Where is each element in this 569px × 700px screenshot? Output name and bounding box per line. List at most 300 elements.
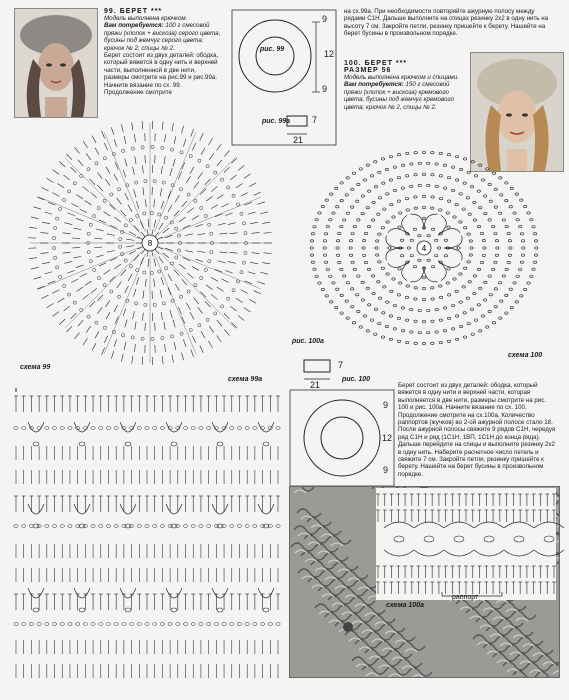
stitch-chain (110, 193, 113, 196)
chain-loop (22, 427, 26, 430)
chain-loop (378, 171, 381, 173)
chain-loop (513, 282, 516, 284)
chain-loop (378, 233, 381, 235)
stitch-chain (161, 146, 164, 149)
chain-loop (336, 240, 339, 242)
chain-loop (349, 247, 352, 249)
stitch-post (192, 336, 195, 343)
stitch-post (181, 126, 183, 134)
chain-loop (405, 197, 408, 199)
chain-loop (463, 227, 466, 229)
radial-guide (65, 251, 141, 327)
chain-loop (418, 235, 421, 237)
chain-loop (444, 255, 447, 257)
chain-loop (534, 254, 537, 256)
stitch-chain (221, 305, 224, 308)
chain-loop (60, 623, 64, 626)
chain-loop (372, 292, 375, 294)
chain-loop (377, 213, 380, 215)
stitch-chain (204, 268, 207, 271)
chain-loop (342, 219, 345, 221)
chain-loop (455, 338, 458, 340)
stitch-post (41, 187, 48, 191)
chain-loop (326, 225, 329, 227)
stitch-post (206, 285, 212, 290)
chain-loop (345, 194, 348, 196)
stitch-post (121, 354, 123, 362)
pattern-99-continuation: на сх.99а. При необходимости повторяйте ажурную полосу между рядами С1Н. Дальше выполните на спицах резинку 2х2 в одну нить на высоту 7 см. Закройте петли, резинку пришейте к берету. Нашейте на берет бусины в произвольном порядке. (344, 8, 549, 38)
chain-loop (459, 193, 462, 195)
chain-loop (447, 226, 450, 228)
stitch-post (135, 322, 136, 330)
chain-loop (437, 247, 440, 249)
chain-loop (527, 282, 530, 284)
stitch-post (163, 253, 169, 258)
stitch-post (90, 301, 95, 307)
chain-loop (214, 525, 218, 528)
stitch-post (159, 223, 163, 230)
chain-loop (482, 254, 485, 256)
chain-loop (431, 228, 434, 230)
chain-loop (532, 226, 535, 228)
chain-loop (237, 623, 241, 626)
chain-loop (484, 281, 487, 283)
chain-loop (350, 206, 353, 208)
chain-loop (515, 193, 518, 195)
arch (166, 588, 182, 598)
stitch-post (70, 167, 76, 173)
stitch-post (164, 322, 165, 330)
dim-99-band-height: 7 (312, 115, 318, 125)
chain-loop (398, 226, 401, 228)
stitch-post (215, 214, 222, 217)
chain-loop (435, 239, 438, 241)
chain-loop (362, 254, 365, 256)
stitch-post (264, 253, 272, 254)
stitch-post (63, 233, 71, 234)
chain-loop (68, 525, 72, 528)
chain-loop (414, 298, 417, 300)
stitch-post (224, 313, 230, 319)
stitch-post (85, 200, 92, 204)
stitch-chain (153, 180, 156, 183)
stitch-post (262, 222, 270, 223)
stitch-chain (162, 302, 165, 305)
chain-loop (370, 175, 373, 177)
stitch-post (40, 253, 48, 254)
stitch-post (217, 320, 222, 326)
chain-loop (276, 525, 280, 528)
stitch-chain (131, 336, 134, 339)
chain-loop (510, 306, 513, 308)
dim-100-band-width: 21 (310, 380, 321, 390)
chain-loop (91, 427, 95, 430)
stitch-post (44, 272, 52, 274)
stitch-chain (187, 193, 190, 196)
motif-loop (263, 442, 269, 446)
stitch-chain (124, 259, 127, 262)
stitch-chain (227, 297, 230, 300)
chain-loop (389, 155, 392, 157)
stitch-post (154, 259, 156, 267)
chain-loop (407, 247, 410, 249)
stitch-chain (177, 249, 180, 252)
chain-loop (505, 225, 508, 227)
pattern-100-subtitle: Модель выполнена крючком и спицами. (344, 74, 459, 81)
radial-guide (158, 251, 234, 327)
stitch-post (165, 235, 173, 238)
stitch-post (192, 143, 195, 150)
arch (212, 422, 228, 432)
stitch-post (154, 279, 155, 287)
chain-loop (363, 315, 366, 317)
stitch-post (57, 298, 64, 302)
chain-loop (361, 195, 364, 197)
arch (212, 588, 228, 598)
chain-loop (260, 525, 264, 528)
chain-loop (310, 247, 313, 249)
stitch-chain (103, 284, 106, 287)
stitch-post (211, 277, 218, 281)
chain-loop (520, 295, 523, 297)
chain-loop (318, 212, 321, 214)
chain-loop (340, 225, 343, 227)
stitch-post (114, 217, 120, 222)
chain-loop (183, 525, 187, 528)
chain-loop (453, 216, 456, 218)
chain-loop (439, 175, 442, 177)
chain-loop (385, 168, 388, 170)
chain-loop (431, 207, 434, 209)
stitch-post (133, 311, 135, 319)
chain-loop (377, 281, 380, 283)
chain-loop (334, 187, 337, 189)
chain-loop (351, 305, 354, 307)
stitch-post (238, 165, 244, 170)
chain-loop (484, 212, 487, 214)
pattern-100-size-label: РАЗМЕР (344, 67, 379, 74)
chain-loop (479, 207, 482, 209)
chain-loop (422, 320, 425, 322)
stitch-post (217, 336, 222, 342)
chain-loop (405, 175, 408, 177)
chain-loop (471, 161, 474, 163)
stitch-post (174, 270, 179, 276)
chain-loop (332, 282, 335, 284)
dim-100-band-height: 7 (338, 360, 344, 370)
chain-loop (496, 247, 499, 249)
stitch-post (125, 193, 129, 200)
chain-loop (414, 151, 417, 153)
chain-loop (366, 330, 369, 332)
stitch-chain (244, 232, 247, 235)
stitch-post (221, 279, 228, 283)
stitch-chain (73, 182, 76, 185)
motif-loop (79, 608, 85, 612)
chain-loop (310, 254, 313, 256)
chain-loop (455, 155, 458, 157)
chain-loop (60, 427, 64, 430)
chain-loop (401, 164, 404, 166)
arch (212, 504, 228, 514)
motif-loop (171, 524, 177, 528)
stitch-chain (194, 199, 197, 202)
stitch-post (164, 156, 165, 164)
stitch-chain (179, 188, 182, 191)
stitch-chain (131, 147, 134, 150)
stitch-post (83, 186, 89, 191)
stitch-post (228, 261, 236, 263)
chain-loop (507, 261, 510, 263)
stitch-chain (161, 337, 164, 340)
chain-loop (14, 427, 18, 430)
stitch-post (244, 308, 251, 313)
chain-loop (455, 179, 458, 181)
chain-loop (22, 623, 26, 626)
chain-loop (45, 623, 49, 626)
chain-loop (410, 239, 413, 241)
chain-loop (488, 310, 491, 312)
chain-loop (500, 194, 503, 196)
chain-loop (459, 221, 462, 223)
stitch-post (124, 342, 126, 350)
stitch-post (125, 320, 127, 328)
rapport-label: раппорт (452, 594, 479, 601)
dim-99-top: 9 (322, 14, 328, 24)
stitch-post (132, 122, 133, 130)
chain-loop (323, 254, 326, 256)
chain-loop (137, 525, 141, 528)
chain-loop (474, 319, 477, 321)
arch (120, 588, 136, 598)
stitch-post (42, 262, 50, 264)
stitch-chain (93, 268, 96, 271)
chain-loop (486, 168, 489, 170)
chain-loop (447, 294, 450, 296)
chain-loop (260, 623, 264, 626)
stitch-post (76, 287, 83, 291)
chain-loop (513, 212, 516, 214)
stitch-post (154, 220, 156, 228)
stitch-post (110, 276, 116, 282)
stitch-chain (162, 181, 165, 184)
stitch-chain (214, 312, 217, 315)
chain-loop (492, 322, 495, 324)
chain-loop (245, 525, 249, 528)
chain-loop (439, 341, 442, 343)
chain-loop (351, 188, 354, 190)
chain-loop (483, 195, 486, 197)
chain-loop (381, 227, 384, 229)
stitch-chain (73, 301, 76, 304)
stitch-post (92, 136, 96, 143)
petal (410, 214, 424, 230)
chain-loop (439, 197, 442, 199)
stitch-chain (141, 146, 144, 149)
petal (386, 248, 404, 260)
chain-loop (361, 299, 364, 301)
chain-loop (455, 203, 458, 205)
chain-loop (463, 158, 466, 160)
chain-loop (510, 187, 513, 189)
chain-loop (359, 168, 362, 170)
stitch-post (168, 274, 172, 281)
chain-loop (523, 288, 526, 290)
stitch-post (148, 219, 149, 227)
bead (343, 622, 353, 632)
schema-99-chart (20, 120, 280, 370)
chain-loop (451, 189, 454, 191)
chain-loop (351, 232, 354, 234)
stitch-post (72, 247, 80, 248)
chain-loop (237, 525, 241, 528)
stitch-post (182, 279, 187, 285)
chain-loop (481, 179, 484, 181)
stitch-post (99, 263, 106, 266)
stitch-post (78, 320, 83, 326)
arch (120, 422, 136, 432)
chain-loop (534, 240, 537, 242)
pattern-99-materials-label: Вам потребуется: (104, 22, 164, 30)
chain-loop (374, 333, 377, 335)
chain-loop (99, 427, 103, 430)
stitch-chain (164, 216, 167, 219)
stitch-post (254, 192, 261, 195)
motif-loop (33, 524, 39, 528)
stitch-post (175, 284, 179, 291)
stitch-post (194, 298, 199, 304)
stitch-post (249, 183, 256, 187)
stitch-chain (103, 326, 106, 329)
stitch-post (143, 313, 144, 321)
stitch-post (178, 307, 181, 314)
stitch-chain (194, 284, 197, 287)
chain-loop (439, 296, 442, 298)
stitch-post (31, 267, 39, 269)
chain-loop (520, 261, 523, 263)
chain-loop (145, 427, 149, 430)
stitch-post (217, 144, 222, 150)
stitch-chain (53, 236, 56, 239)
stitch-post (97, 307, 102, 313)
dim-99-mid: 12 (324, 49, 335, 59)
chain-loop (52, 525, 56, 528)
chain-loop (386, 301, 389, 303)
stitch-post (182, 201, 187, 207)
stitch-post (140, 258, 143, 265)
chain-loop (463, 182, 466, 184)
stitch-chain (54, 256, 57, 259)
chain-loop (22, 525, 26, 528)
chain-loop (451, 166, 454, 168)
chain-loop (477, 190, 480, 192)
stitch-chain (117, 188, 120, 191)
stitch-chain (204, 214, 207, 217)
stitch-chain (189, 154, 192, 157)
stitch-post (217, 287, 224, 291)
stitch-post (165, 134, 166, 142)
schema-100-chart (302, 148, 552, 363)
chain-loop (345, 300, 348, 302)
chain-loop (362, 247, 365, 249)
chain-loop (427, 259, 430, 261)
ris-100a-label: рис. 100а (292, 338, 324, 345)
dim-100-top: 9 (383, 400, 389, 410)
chain-loop (414, 287, 417, 289)
stitch-chain (59, 275, 62, 278)
arch (74, 422, 90, 432)
chain-loop (367, 190, 370, 192)
chain-loop (230, 427, 234, 430)
pattern-100-title: БЕРЕТ (364, 60, 393, 67)
stitch-chain (143, 271, 146, 274)
chain-loop (106, 623, 110, 626)
stitch-chain (170, 335, 173, 338)
stitch-post (209, 326, 214, 333)
stitch-chain (198, 159, 201, 162)
chain-loop (406, 209, 409, 211)
stitch-post (225, 270, 233, 273)
stitch-post (124, 136, 126, 144)
stitch-chain (110, 290, 113, 293)
chain-loop (439, 209, 442, 211)
chain-loop (509, 206, 512, 208)
stitch-chain (179, 295, 182, 298)
chain-loop (410, 331, 413, 333)
stitch-post (230, 175, 236, 180)
stitch-chain (129, 218, 132, 221)
stitch-post (83, 338, 87, 345)
chain-loop (427, 309, 430, 311)
chain-loop (470, 308, 473, 310)
chain-loop (83, 525, 87, 528)
stitch-post (211, 294, 217, 299)
motif-loop (33, 442, 39, 446)
stitch-chain (103, 157, 106, 160)
chain-loop (114, 427, 118, 430)
stitch-post (215, 269, 222, 272)
stitch-post (80, 273, 87, 276)
stitch-post (159, 256, 163, 263)
chain-loop (321, 205, 324, 207)
stitch-chain (87, 251, 90, 254)
chain-loop (324, 261, 327, 263)
chain-loop (191, 623, 195, 626)
pattern-99-text (104, 8, 222, 96)
stitch-post (132, 356, 133, 364)
chain-loop (83, 623, 87, 626)
ris-100a-band (296, 358, 356, 388)
stitch-post (209, 153, 214, 160)
chain-loop (495, 240, 498, 242)
chain-loop (521, 254, 524, 256)
chain-loop (435, 331, 438, 333)
chain-loop (463, 312, 466, 314)
chain-loop (447, 340, 450, 342)
stitch-post (224, 167, 230, 173)
stitch-post (190, 167, 194, 174)
chain-loop (401, 187, 404, 189)
chain-loop (439, 152, 442, 154)
chain-loop (489, 293, 492, 295)
stitch-chain (240, 212, 243, 215)
chain-loop (418, 184, 421, 186)
chain-loop (351, 261, 354, 263)
stitch-post (143, 291, 144, 299)
chain-loop (29, 623, 33, 626)
chain-loop (480, 232, 483, 234)
chain-loop (477, 268, 480, 270)
